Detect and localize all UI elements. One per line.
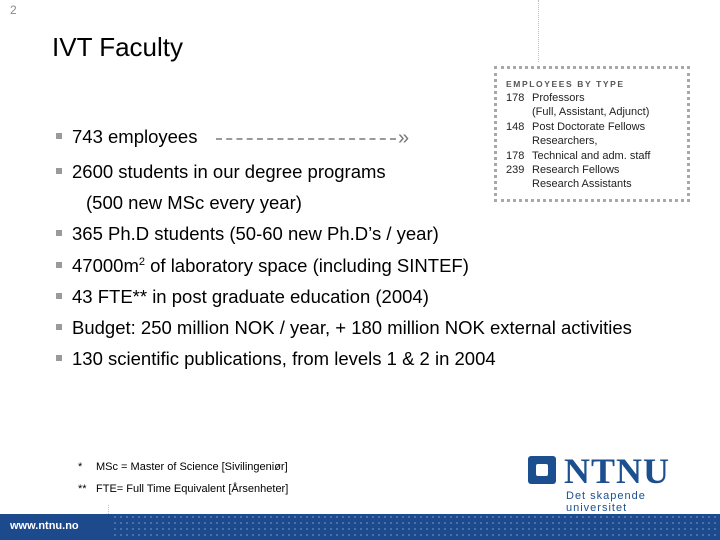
decorative-dotted-line — [538, 0, 539, 62]
employee-type: Research Fellows — [532, 164, 620, 176]
bullet-continuation — [86, 192, 302, 214]
ntnu-logo — [528, 451, 708, 514]
employee-type: Post Doctorate Fellows — [532, 121, 646, 133]
footnote-text: FTE= Full Time Equivalent [Årsenheter] — [96, 483, 289, 495]
employee-row — [506, 92, 585, 104]
slide-title: IVT Faculty — [52, 32, 184, 62]
employee-type-continuation: Research Assistants — [532, 178, 632, 190]
connector-dashed-line — [216, 138, 396, 140]
logo-wordmark: NTNU — [564, 451, 671, 491]
employee-type-continuation: Researchers, — [532, 135, 598, 147]
footer-url-link[interactable]: www.ntnu.no — [10, 520, 79, 532]
logo-square-icon — [528, 456, 556, 484]
employee-row — [506, 121, 645, 133]
employee-type: Professors — [532, 92, 585, 104]
bullet-text: Budget: 250 million NOK / year, + 180 million NOK external activities — [72, 317, 632, 338]
slide-number: 2 — [10, 3, 17, 17]
bullet-marker — [56, 324, 62, 330]
logo-tagline: Det skapende universitet — [566, 490, 646, 514]
employee-row — [506, 164, 619, 176]
footnote — [78, 483, 288, 495]
bullet-text: 365 Ph.D students (50-60 new Ph.D’s / year) — [72, 223, 439, 244]
chevron-right-icon: » — [398, 127, 410, 149]
footer-pattern — [112, 514, 720, 540]
employee-count: 178 — [506, 92, 525, 104]
bullet-text: 43 FTE** in post graduate education (2004) — [72, 286, 429, 307]
footnote-mark: * — [78, 461, 83, 473]
employee-count: 178 — [506, 150, 525, 162]
footnote-mark: ** — [78, 483, 87, 495]
employees-by-type-box — [494, 66, 690, 202]
bullet-marker — [56, 262, 62, 268]
bullet-marker — [56, 355, 62, 361]
employee-type-continuation: (Full, Assistant, Adjunct) — [532, 106, 650, 118]
employee-row — [506, 150, 650, 162]
employee-count: 239 — [506, 164, 525, 176]
bullet-text: 743 employees — [72, 126, 198, 147]
bullet-marker — [56, 168, 62, 174]
employee-count: 148 — [506, 121, 525, 133]
bullet-text: 130 scientific publications, from levels 1 & 2 in 2004 — [72, 348, 496, 369]
employee-type: Technical and adm. staff — [532, 150, 651, 162]
footnote — [78, 461, 288, 473]
footnote-text: MSc = Master of Science [Sivilingeniør] — [96, 461, 288, 473]
bullet-marker — [56, 133, 62, 139]
footer-bar — [0, 514, 720, 540]
bullet-text: 2600 students in our degree programs — [72, 161, 386, 182]
bullet-text: (500 new MSc every year) — [86, 192, 302, 213]
bullet-text: $47000m^2$ of laboratory space (including SINTEF) — [72, 255, 469, 276]
bullet-marker — [56, 230, 62, 236]
employees-box-title: EMPLOYEES BY TYPE — [506, 79, 625, 89]
bullet-marker — [56, 293, 62, 299]
